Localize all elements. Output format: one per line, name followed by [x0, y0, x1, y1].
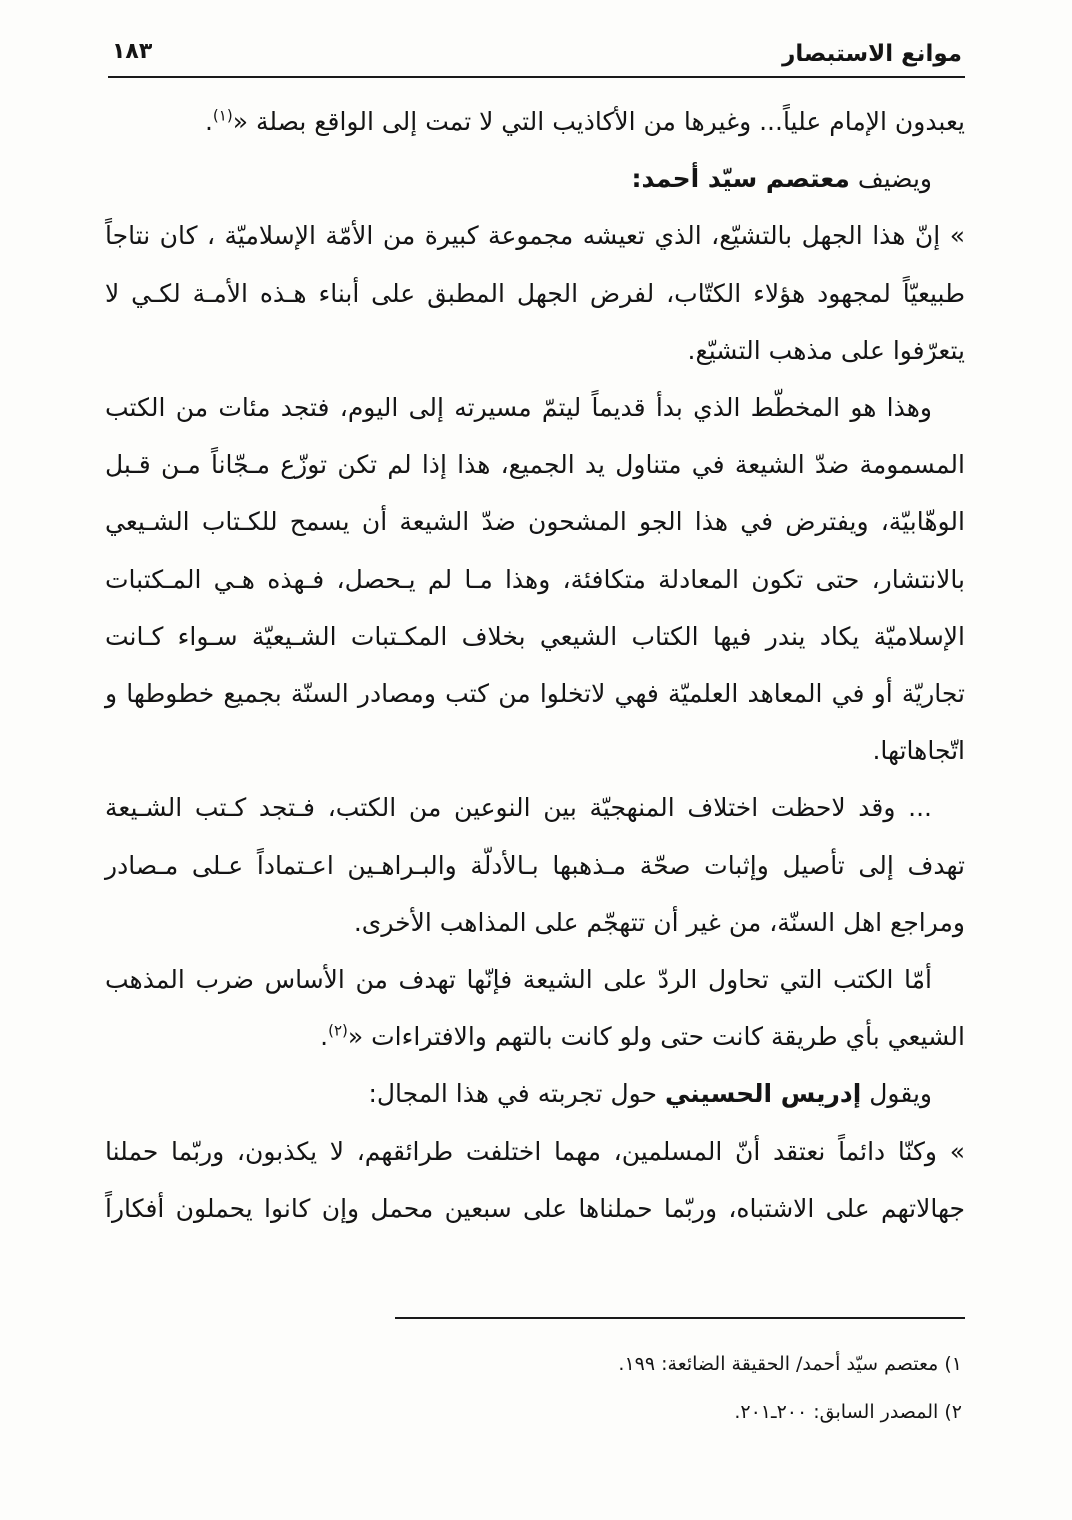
line-text: ويقول	[869, 1079, 932, 1109]
body-line	[105, 1008, 965, 1065]
body-line	[105, 379, 965, 436]
body-line	[105, 837, 965, 894]
line-text: المسمومة ضدّ الشيعة في متناول يد الجميع، هذا إذا لم تكن توزّع مـجّاناً مـن قـبل	[105, 450, 965, 480]
header-rule	[108, 76, 965, 78]
line-text: الوهّابيّة، ويفترض في هذا الجو المشحون ضدّ الشيعة أن يسمح للكـتاب الشـيعي	[105, 507, 965, 537]
line-text: إنّ هذا الجهل بالتشيّع، الذي تعيشه مجموعة كبيرة من الأمّة الإسلاميّة ، كان نتاجاً	[105, 221, 941, 251]
body-line	[105, 493, 965, 550]
body-text	[105, 93, 965, 1237]
body-line	[105, 1180, 965, 1237]
line-text: يتعرّفوا على مذهب التشيّع.	[687, 335, 965, 365]
line-text: تهدف إلى تأصيل وإثبات صحّة مـذهبها بـالأدلّة والبـراهـين اعـتماداً عـلى مـصادر	[105, 850, 965, 880]
body-line	[105, 265, 965, 322]
footnote-rule	[395, 1317, 965, 1319]
line-text: :	[631, 164, 642, 194]
body-line	[105, 1065, 965, 1122]
line-text: طبيعيّاً لمجهود هؤلاء الكتّاب، لفرض الجهل المطبق على أبناء هـذه الأمـة لكـي لا	[105, 278, 965, 308]
line-text: حول تجربته في هذا المجال:	[368, 1079, 657, 1109]
body-line	[105, 207, 965, 264]
running-title: موانع الاستبصار	[782, 41, 962, 67]
body-line	[105, 150, 965, 207]
footnote: ١) معتصم سيّد أحمد/ الحقيقة الضائعة: ١٩٩.	[618, 1353, 962, 1375]
line-text: وكنّا دائماً نعتقد أنّ المسلمين، مهما اختلفت طرائقهم، لا يكذبون، وربّما حملنا	[105, 1136, 938, 1166]
author-name-bold: إدريس الحسيني	[664, 1079, 862, 1109]
body-line	[105, 436, 965, 493]
line-text: الإسلاميّة يكاد يندر فيها الكتاب الشيعي بخلاف المكـتبات الشـيعيّة سـواء كـانت	[105, 621, 965, 651]
close-quote: »	[232, 107, 248, 136]
line-text: اتّجاهاتها.	[872, 736, 965, 766]
line-text: بالانتشار، حتى تكون المعادلة متكافئة، وهذا مـا لم يـحصل، فـهذه هـي المـكتبات	[105, 564, 965, 594]
author-name-bold: معتصم سيّد أحمد	[641, 164, 850, 194]
footnote-ref: (١)	[212, 106, 233, 125]
body-line	[105, 93, 965, 150]
line-text: جهالاتهم على الاشتباه، وربّما حملناها على سبعين محمل وإن كانوا يحملون أفكاراً	[105, 1193, 965, 1223]
line-text: ومراجع اهل السنّة، من غير أن تتهجّم على المذاهب الأخرى.	[353, 907, 965, 937]
body-line	[105, 779, 965, 836]
footnotes	[362, 1340, 962, 1436]
body-line	[105, 322, 965, 379]
page-number: ١٨٣	[112, 39, 153, 64]
body-line	[105, 722, 965, 779]
body-line	[105, 551, 965, 608]
body-line	[105, 951, 965, 1008]
open-quote: «	[949, 221, 965, 251]
line-text: تجاريّة أو في المعاهد العلميّة فهي لاتخلوا من كتب ومصادر السنّة بجميع خطوطها و	[105, 679, 965, 709]
body-line	[105, 894, 965, 951]
line-text: الشيعي بأي طريقة كانت حتى ولو كانت بالتهم والافتراءات	[371, 1022, 965, 1052]
line-text: يعبدون الإمام علياً... وغيرها من الأكاذيب التي لا تمت إلى الواقع بصلة	[255, 107, 965, 136]
body-line	[105, 608, 965, 665]
footnote-ref: (٢)	[328, 1021, 348, 1040]
line-text: ويضيف	[857, 164, 932, 194]
body-line	[105, 1123, 965, 1180]
footnote: ٢) المصدر السابق: ٢٠٠ـ٢٠١.	[734, 1401, 962, 1423]
line-end-punctuation: .	[320, 1022, 329, 1052]
line-text: وهذا هو المخطّط الذي بدأ قديماً ليتمّ مسيرته إلى اليوم، فتجد مئات من الكتب	[105, 393, 932, 423]
close-quote: »	[347, 1022, 364, 1052]
body-line	[105, 665, 965, 722]
line-text: ... وقد لاحظت اختلاف المنهجيّة بين النوعين من الكتب، فـتجد كـتب الشـيعة	[105, 793, 932, 823]
open-quote: «	[949, 1136, 966, 1166]
line-end-punctuation: .	[204, 107, 213, 136]
line-text: أمّا الكتب التي تحاول الردّ على الشيعة فإنّها تهدف من الأساس ضرب المذهب	[105, 965, 932, 995]
